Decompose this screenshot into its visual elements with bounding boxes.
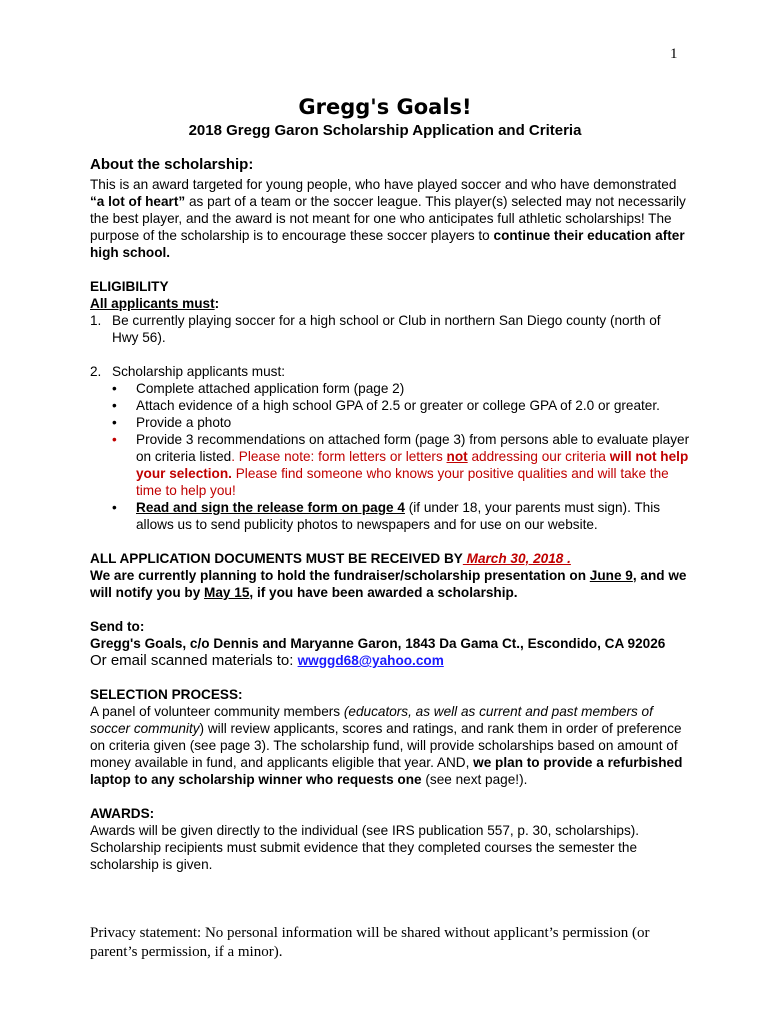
eligibility-item-2 [90,363,690,380]
selection-text-cont: ) will review applicants, scores and ratings, and rank them in order of preference on criteria given (see page 3). The scholarship fund, will provide scholarships based on amount of money available in fund, and applicants eligible that year. AND, [90,721,682,770]
recommendation-text: Provide 3 recommendations on attached form (page 3) from persons able to evaluate player on criteria listed [136,432,690,464]
email-prefix: Or email scanned materials to: [90,652,298,669]
heart-phrase: “a lot of heart” [90,194,186,209]
all-applicants-label: All applicants must [90,296,215,311]
email-line [90,652,690,669]
selection-italic: (educators, as well as current and past members of soccer community [90,704,653,736]
item-number: 1. [90,313,102,328]
about-heading: About the scholarship: [90,156,254,173]
deadline-date: March 30, 2018 . [462,551,571,566]
presentation-text: We are currently planning to hold the fundraiser/scholarship presentation on [90,568,590,583]
bullet-icon: • [112,500,117,515]
list-item [112,414,690,431]
presentation-line [90,567,690,601]
list-item-text [136,431,690,499]
release-form-text: (if under 18, your parents must sign). This allows us to send publicity photos to newspapers and for use on our website. [136,500,661,532]
about-emphasis: continue their education after high school. [90,228,685,260]
send-heading: Send to: [90,619,145,634]
item-text: Be currently playing soccer for a high school or Club in northern San Diego county (north of Hwy 56). [112,313,661,345]
privacy-statement: Privacy statement: No personal information will be shared without applicant’s permission (or parent’s permission, if a minor). [90,925,650,960]
selection-text: A panel of volunteer community members [90,704,344,719]
bullet-icon: • [112,432,117,447]
eligibility-heading: ELIGIBILITY [90,279,169,294]
recommendation-note: . Please note: form letters or letters [231,449,447,464]
recommendation-note-cont: addressing our criteria [467,449,610,464]
list-item [112,499,690,533]
about-text: This is an award targeted for young people, who have played soccer and who have demonstrated [90,177,677,192]
deadline-line [90,550,690,567]
document-body [90,156,690,873]
page-subtitle: 2018 Gregg Garon Scholarship Application and Criteria [188,122,582,139]
notify-date: May 15 [204,585,250,600]
presentation-date: June 9 [589,568,633,583]
eligibility-item-1 [90,312,690,346]
email-link[interactable]: wwggd68@yahoo.com [297,653,444,668]
awards-paragraph: Awards will be given directly to the individual (see IRS publication 557, p. 30, scholarships). Scholarship recipients must submit evidence that they completed courses the semester the scholarship is given. [90,823,640,872]
list-item-text: Complete attached application form (page 2) [136,381,405,396]
list-item [112,397,690,414]
item-number: 2. [90,364,102,379]
bullet-icon: • [112,381,117,396]
list-item-text: Provide a photo [136,415,232,430]
about-paragraph [90,176,690,261]
page-title: Gregg's Goals! [298,95,472,119]
item-text: Scholarship applicants must: [112,364,286,379]
all-applicants-line [90,295,690,312]
mailing-address: Gregg's Goals, c/o Dennis and Maryanne Garon, 1843 Da Gama Ct., Escondido, CA 92026 [90,636,666,651]
selection-heading: SELECTION PROCESS: [90,687,243,702]
page-number: 1 [670,46,678,62]
awards-heading: AWARDS: [90,806,155,821]
notify-text-end: , if you have been awarded a scholarship. [249,585,518,600]
about-text-cont: as part of a team or the soccer league. This player(s) selected may not necessarily the best player, and the award is not meant for one who anticipates full athletic scholarships! The purpose of the scholarship is to encourage these soccer players to [90,194,686,243]
recommendation-not: not [446,449,468,464]
selection-paragraph [90,703,690,788]
list-item [112,380,690,397]
list-item [112,431,690,499]
release-form-label: Read and sign the release form on page 4 [136,500,405,515]
notify-text: , and we will notify you by [90,568,687,600]
laptop-offer: we plan to provide a refurbished laptop to any scholarship winner who requests one [90,755,683,787]
colon: : [214,296,220,311]
list-item-text [136,499,690,533]
list-item-text: Attach evidence of a high school GPA of 2.5 or greater or college GPA of 2.0 or greater. [136,398,660,413]
bullet-icon: • [112,415,117,430]
recommendation-note-end: Please find someone who knows your positive qualities and will take the time to help you! [136,466,669,498]
selection-text-end: (see next page!). [421,772,528,787]
requirements-list [90,380,690,533]
bullet-icon: • [112,398,117,413]
deadline-text: ALL APPLICATION DOCUMENTS MUST BE RECEIVED BY [90,551,463,566]
recommendation-warning: will not help your selection. [136,449,689,481]
